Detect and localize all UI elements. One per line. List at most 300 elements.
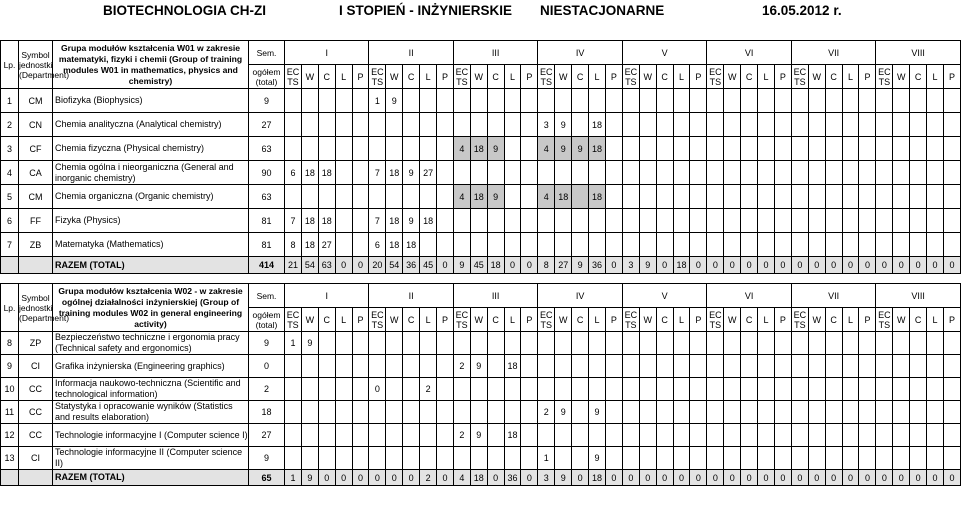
row-lp: 13: [1, 447, 19, 470]
row-cell: [943, 89, 960, 113]
row-cell: [690, 332, 707, 355]
totals-cell: 0: [369, 470, 386, 486]
ts-label: TS: [287, 76, 299, 87]
row-cell: [943, 332, 960, 355]
ec-label: EC: [878, 66, 891, 77]
row-cell: [791, 185, 808, 209]
totals-cell: 36: [589, 257, 606, 274]
row-cell: [673, 113, 690, 137]
row-cell: [876, 447, 893, 470]
row-cell: [605, 89, 622, 113]
col-p: P: [352, 65, 369, 89]
row-cell: [420, 113, 437, 137]
row-cell: [758, 378, 775, 401]
row-cell: [859, 424, 876, 447]
row-cell: [791, 137, 808, 161]
row-cell: [437, 332, 454, 355]
row-cell: [318, 185, 335, 209]
col-l: L: [420, 308, 437, 332]
row-cell: [673, 355, 690, 378]
row-cell: 9: [589, 401, 606, 424]
totals-cell: 0: [673, 470, 690, 486]
row-cell: [893, 113, 910, 137]
row-cell: [842, 209, 859, 233]
totals-cell: 0: [335, 470, 352, 486]
totals-cell: 9: [301, 470, 318, 486]
totals-cell: 0: [707, 257, 724, 274]
col-w: W: [555, 65, 572, 89]
row-cell: [352, 332, 369, 355]
row-cell: 18: [301, 209, 318, 233]
row-cell: [437, 355, 454, 378]
col-w: W: [555, 308, 572, 332]
semester-3-header: III: [453, 284, 537, 308]
col-p: P: [521, 308, 538, 332]
row-cell: 18: [589, 137, 606, 161]
totals-cell: 3: [622, 257, 639, 274]
col-c: C: [487, 65, 504, 89]
row-cell: [487, 209, 504, 233]
row-module-name: Fizyka (Physics): [53, 209, 249, 233]
row-cell: [876, 233, 893, 257]
row-cell: [555, 424, 572, 447]
row-cell: [437, 209, 454, 233]
row-cell: [301, 378, 318, 401]
ts-label: TS: [709, 76, 722, 87]
row-cell: [521, 137, 538, 161]
totals-cell: 0: [876, 470, 893, 486]
row-cell: [758, 424, 775, 447]
row-cell: [724, 161, 741, 185]
row-cell: 2: [538, 401, 555, 424]
row-cell: [893, 137, 910, 161]
col-p: P: [859, 308, 876, 332]
row-cell: [910, 89, 927, 113]
totals-row: [1, 257, 961, 274]
totals-cell: 0: [352, 257, 369, 274]
row-cell: [555, 332, 572, 355]
row-cell: [808, 447, 825, 470]
col-p: P: [605, 65, 622, 89]
curriculum-table-w02: [0, 283, 961, 486]
row-cell: [487, 447, 504, 470]
col-p: P: [690, 308, 707, 332]
row-total: 9: [249, 447, 285, 470]
row-cell: [572, 113, 589, 137]
row-cell: [910, 378, 927, 401]
row-cell: 9: [403, 209, 420, 233]
row-cell: [521, 332, 538, 355]
col-ects: [285, 65, 302, 89]
row-cell: [808, 185, 825, 209]
table-row: [1, 401, 961, 424]
row-cell: [656, 185, 673, 209]
col-c: C: [487, 308, 504, 332]
row-cell: [791, 209, 808, 233]
ec-label: EC: [709, 66, 722, 77]
row-cell: [639, 447, 656, 470]
row-module-name: Chemia analityczna (Analytical chemistry): [53, 113, 249, 137]
row-cell: [301, 424, 318, 447]
row-symbol: CF: [19, 137, 53, 161]
row-cell: 18: [470, 185, 487, 209]
row-cell: [842, 424, 859, 447]
col-l: L: [758, 308, 775, 332]
row-cell: [318, 378, 335, 401]
semester-1-header: I: [285, 284, 369, 308]
row-lp: 6: [1, 209, 19, 233]
totals-cell: 54: [301, 257, 318, 274]
row-cell: [639, 424, 656, 447]
row-cell: [943, 447, 960, 470]
ts-label: TS: [794, 76, 806, 87]
row-cell: [656, 209, 673, 233]
col-p: P: [943, 65, 960, 89]
row-cell: 9: [386, 89, 403, 113]
totals-cell: 0: [656, 257, 673, 274]
row-cell: [538, 378, 555, 401]
row-cell: [572, 401, 589, 424]
row-cell: [521, 447, 538, 470]
row-cell: [386, 424, 403, 447]
row-cell: [487, 378, 504, 401]
row-cell: [690, 447, 707, 470]
semester-7-header: VII: [791, 41, 876, 65]
col-p: P: [859, 65, 876, 89]
totals-cell: 1: [285, 470, 302, 486]
ec-label: EC: [455, 66, 469, 77]
page-header: [0, 0, 960, 27]
semester-6-header: VI: [707, 41, 792, 65]
row-cell: [639, 355, 656, 378]
row-cell: [707, 137, 724, 161]
col-c: C: [656, 308, 673, 332]
row-cell: [910, 185, 927, 209]
ts-label: TS: [625, 319, 637, 330]
col-total: ogółem (total): [249, 65, 285, 89]
row-cell: 9: [301, 332, 318, 355]
col-l: L: [589, 65, 606, 89]
col-l: L: [420, 65, 437, 89]
header-row-semesters: [1, 284, 961, 308]
row-cell: 9: [555, 137, 572, 161]
row-cell: [504, 447, 521, 470]
col-symbol: Symbol jednostki (Department): [19, 41, 53, 89]
row-cell: [504, 378, 521, 401]
totals-cell: 2: [420, 470, 437, 486]
col-w: W: [386, 65, 403, 89]
row-cell: [724, 137, 741, 161]
row-cell: [758, 233, 775, 257]
row-cell: [741, 137, 758, 161]
totals-cell: 0: [893, 257, 910, 274]
row-cell: [453, 89, 470, 113]
col-ects: [791, 65, 808, 89]
row-cell: [808, 378, 825, 401]
totals-cell: 0: [893, 470, 910, 486]
row-cell: [927, 401, 944, 424]
table-row: [1, 447, 961, 470]
row-cell: 18: [301, 161, 318, 185]
row-cell: [437, 89, 454, 113]
group-title: Grupa modułów kształcenia W02 - w zakresie ogólnej działalności inżynierskiej (Group of training modules W02 in general engineering activity): [53, 284, 249, 332]
row-cell: [910, 401, 927, 424]
row-cell: [741, 424, 758, 447]
col-c: C: [318, 65, 335, 89]
semester-5-header: V: [622, 41, 707, 65]
row-cell: [842, 161, 859, 185]
row-cell: [943, 185, 960, 209]
row-cell: [791, 113, 808, 137]
row-cell: [893, 447, 910, 470]
row-lp: 3: [1, 137, 19, 161]
ts-label: TS: [878, 319, 891, 330]
totals-cell: 0: [656, 470, 673, 486]
row-cell: [386, 401, 403, 424]
row-cell: [724, 424, 741, 447]
row-cell: 3: [538, 113, 555, 137]
row-cell: [808, 137, 825, 161]
row-cell: [893, 332, 910, 355]
row-cell: [352, 447, 369, 470]
totals-cell: 0: [774, 470, 791, 486]
ec-label: EC: [624, 66, 638, 77]
ts-label: TS: [794, 319, 806, 330]
row-lp: 9: [1, 355, 19, 378]
row-lp: 11: [1, 401, 19, 424]
row-cell: [656, 113, 673, 137]
row-cell: [555, 378, 572, 401]
totals-cell: 0: [437, 257, 454, 274]
row-cell: [622, 424, 639, 447]
row-cell: [690, 209, 707, 233]
row-cell: 9: [487, 185, 504, 209]
row-cell: [741, 89, 758, 113]
row-cell: [673, 89, 690, 113]
row-cell: [673, 378, 690, 401]
row-cell: 18: [589, 185, 606, 209]
row-cell: [893, 233, 910, 257]
semester-4-header: IV: [538, 41, 623, 65]
row-cell: [352, 209, 369, 233]
row-cell: [487, 424, 504, 447]
totals-cell: 0: [943, 257, 960, 274]
row-cell: [774, 161, 791, 185]
row-cell: [774, 89, 791, 113]
header-mode: NIESTACJONARNE: [540, 3, 665, 18]
row-cell: [285, 447, 302, 470]
row-cell: [420, 233, 437, 257]
row-cell: 7: [285, 209, 302, 233]
row-symbol: CA: [19, 161, 53, 185]
col-l: L: [335, 65, 352, 89]
row-cell: 18: [504, 355, 521, 378]
row-cell: [437, 161, 454, 185]
row-cell: [301, 447, 318, 470]
row-cell: [420, 332, 437, 355]
totals-cell: 0: [487, 470, 504, 486]
col-c: C: [910, 65, 927, 89]
row-module-name: Technologie informacyjne II (Computer science II): [53, 447, 249, 470]
row-cell: [808, 233, 825, 257]
ec-label: EC: [540, 66, 553, 77]
totals-cell: 0: [318, 470, 335, 486]
ts-label: TS: [540, 76, 553, 87]
row-total: 81: [249, 209, 285, 233]
row-cell: [673, 185, 690, 209]
row-cell: [335, 161, 352, 185]
totals-cell: 0: [808, 470, 825, 486]
row-cell: [741, 355, 758, 378]
totals-cell: 0: [741, 257, 758, 274]
row-cell: [555, 447, 572, 470]
col-w: W: [893, 65, 910, 89]
col-ects: [285, 308, 302, 332]
totals-cell: 0: [758, 257, 775, 274]
row-cell: [808, 424, 825, 447]
row-cell: [842, 355, 859, 378]
col-l: L: [589, 308, 606, 332]
row-cell: [927, 209, 944, 233]
row-cell: [791, 161, 808, 185]
row-cell: 9: [555, 113, 572, 137]
row-cell: 18: [301, 233, 318, 257]
col-c: C: [741, 65, 758, 89]
col-p: P: [437, 308, 454, 332]
row-cell: [437, 113, 454, 137]
table-row: [1, 185, 961, 209]
totals-cell: 0: [859, 257, 876, 274]
table-row: [1, 137, 961, 161]
totals-cell: 0: [605, 470, 622, 486]
row-module-name: Bezpieczeństwo techniczne i ergonomia pracy (Technical safety and ergonomics): [53, 332, 249, 355]
row-cell: [893, 89, 910, 113]
row-cell: [589, 424, 606, 447]
row-cell: [504, 209, 521, 233]
row-cell: [842, 113, 859, 137]
row-cell: [859, 185, 876, 209]
totals-cell: 0: [724, 470, 741, 486]
ts-label: TS: [371, 76, 384, 87]
row-cell: [504, 185, 521, 209]
row-cell: [470, 209, 487, 233]
row-cell: [724, 89, 741, 113]
row-cell: [825, 424, 842, 447]
row-symbol: CI: [19, 447, 53, 470]
table-row: [1, 355, 961, 378]
row-cell: [690, 89, 707, 113]
totals-cell: 18: [673, 257, 690, 274]
row-module-name: Technologie informacyjne I (Computer science I): [53, 424, 249, 447]
row-cell: [707, 447, 724, 470]
row-cell: [622, 185, 639, 209]
row-cell: [555, 209, 572, 233]
row-cell: [420, 137, 437, 161]
row-cell: [724, 401, 741, 424]
col-w: W: [386, 308, 403, 332]
row-cell: [301, 113, 318, 137]
row-cell: [943, 378, 960, 401]
row-cell: [707, 332, 724, 355]
row-cell: [893, 355, 910, 378]
row-cell: [842, 401, 859, 424]
col-w: W: [808, 65, 825, 89]
col-w: W: [724, 308, 741, 332]
row-cell: [470, 233, 487, 257]
row-cell: [859, 378, 876, 401]
row-cell: [521, 161, 538, 185]
row-symbol: CM: [19, 185, 53, 209]
row-cell: [842, 185, 859, 209]
row-cell: [758, 185, 775, 209]
row-cell: [420, 447, 437, 470]
semester-8-header: VIII: [876, 284, 961, 308]
col-p: P: [437, 65, 454, 89]
row-cell: [622, 113, 639, 137]
row-cell: [774, 185, 791, 209]
row-module-name: Matematyka (Mathematics): [53, 233, 249, 257]
col-ects: [538, 65, 555, 89]
row-cell: [690, 233, 707, 257]
row-cell: [605, 161, 622, 185]
row-symbol: CC: [19, 378, 53, 401]
row-cell: 9: [589, 447, 606, 470]
row-cell: [521, 355, 538, 378]
row-cell: [538, 355, 555, 378]
col-l: L: [842, 308, 859, 332]
row-cell: [335, 401, 352, 424]
totals-cell: 18: [487, 257, 504, 274]
row-cell: [774, 332, 791, 355]
row-cell: [943, 137, 960, 161]
row-cell: [707, 355, 724, 378]
row-cell: [504, 332, 521, 355]
row-cell: [589, 209, 606, 233]
row-cell: [403, 355, 420, 378]
col-c: C: [403, 65, 420, 89]
row-cell: [791, 332, 808, 355]
row-cell: [639, 401, 656, 424]
row-cell: [538, 209, 555, 233]
col-c: C: [825, 65, 842, 89]
row-cell: [555, 355, 572, 378]
row-cell: [301, 185, 318, 209]
totals-cell: 0: [622, 470, 639, 486]
row-cell: 2: [420, 378, 437, 401]
row-cell: [741, 113, 758, 137]
row-symbol: CM: [19, 89, 53, 113]
totals-cell: 0: [842, 470, 859, 486]
row-cell: 18: [420, 209, 437, 233]
row-cell: [403, 137, 420, 161]
group-title: Grupa modułów kształcenia W01 w zakresie matematyki, fizyki i chemii (Group of training modules W01 in mathematics, physics and chemistry): [53, 41, 249, 89]
row-cell: [605, 137, 622, 161]
semester-5-header: V: [622, 284, 707, 308]
row-cell: [437, 137, 454, 161]
row-cell: [453, 447, 470, 470]
row-symbol: CC: [19, 424, 53, 447]
row-cell: [335, 447, 352, 470]
row-cell: [724, 185, 741, 209]
row-cell: [893, 185, 910, 209]
row-cell: [318, 89, 335, 113]
row-cell: [774, 355, 791, 378]
table-row: [1, 424, 961, 447]
row-cell: [521, 209, 538, 233]
totals-cell: 0: [521, 257, 538, 274]
row-cell: [741, 447, 758, 470]
row-cell: [656, 447, 673, 470]
